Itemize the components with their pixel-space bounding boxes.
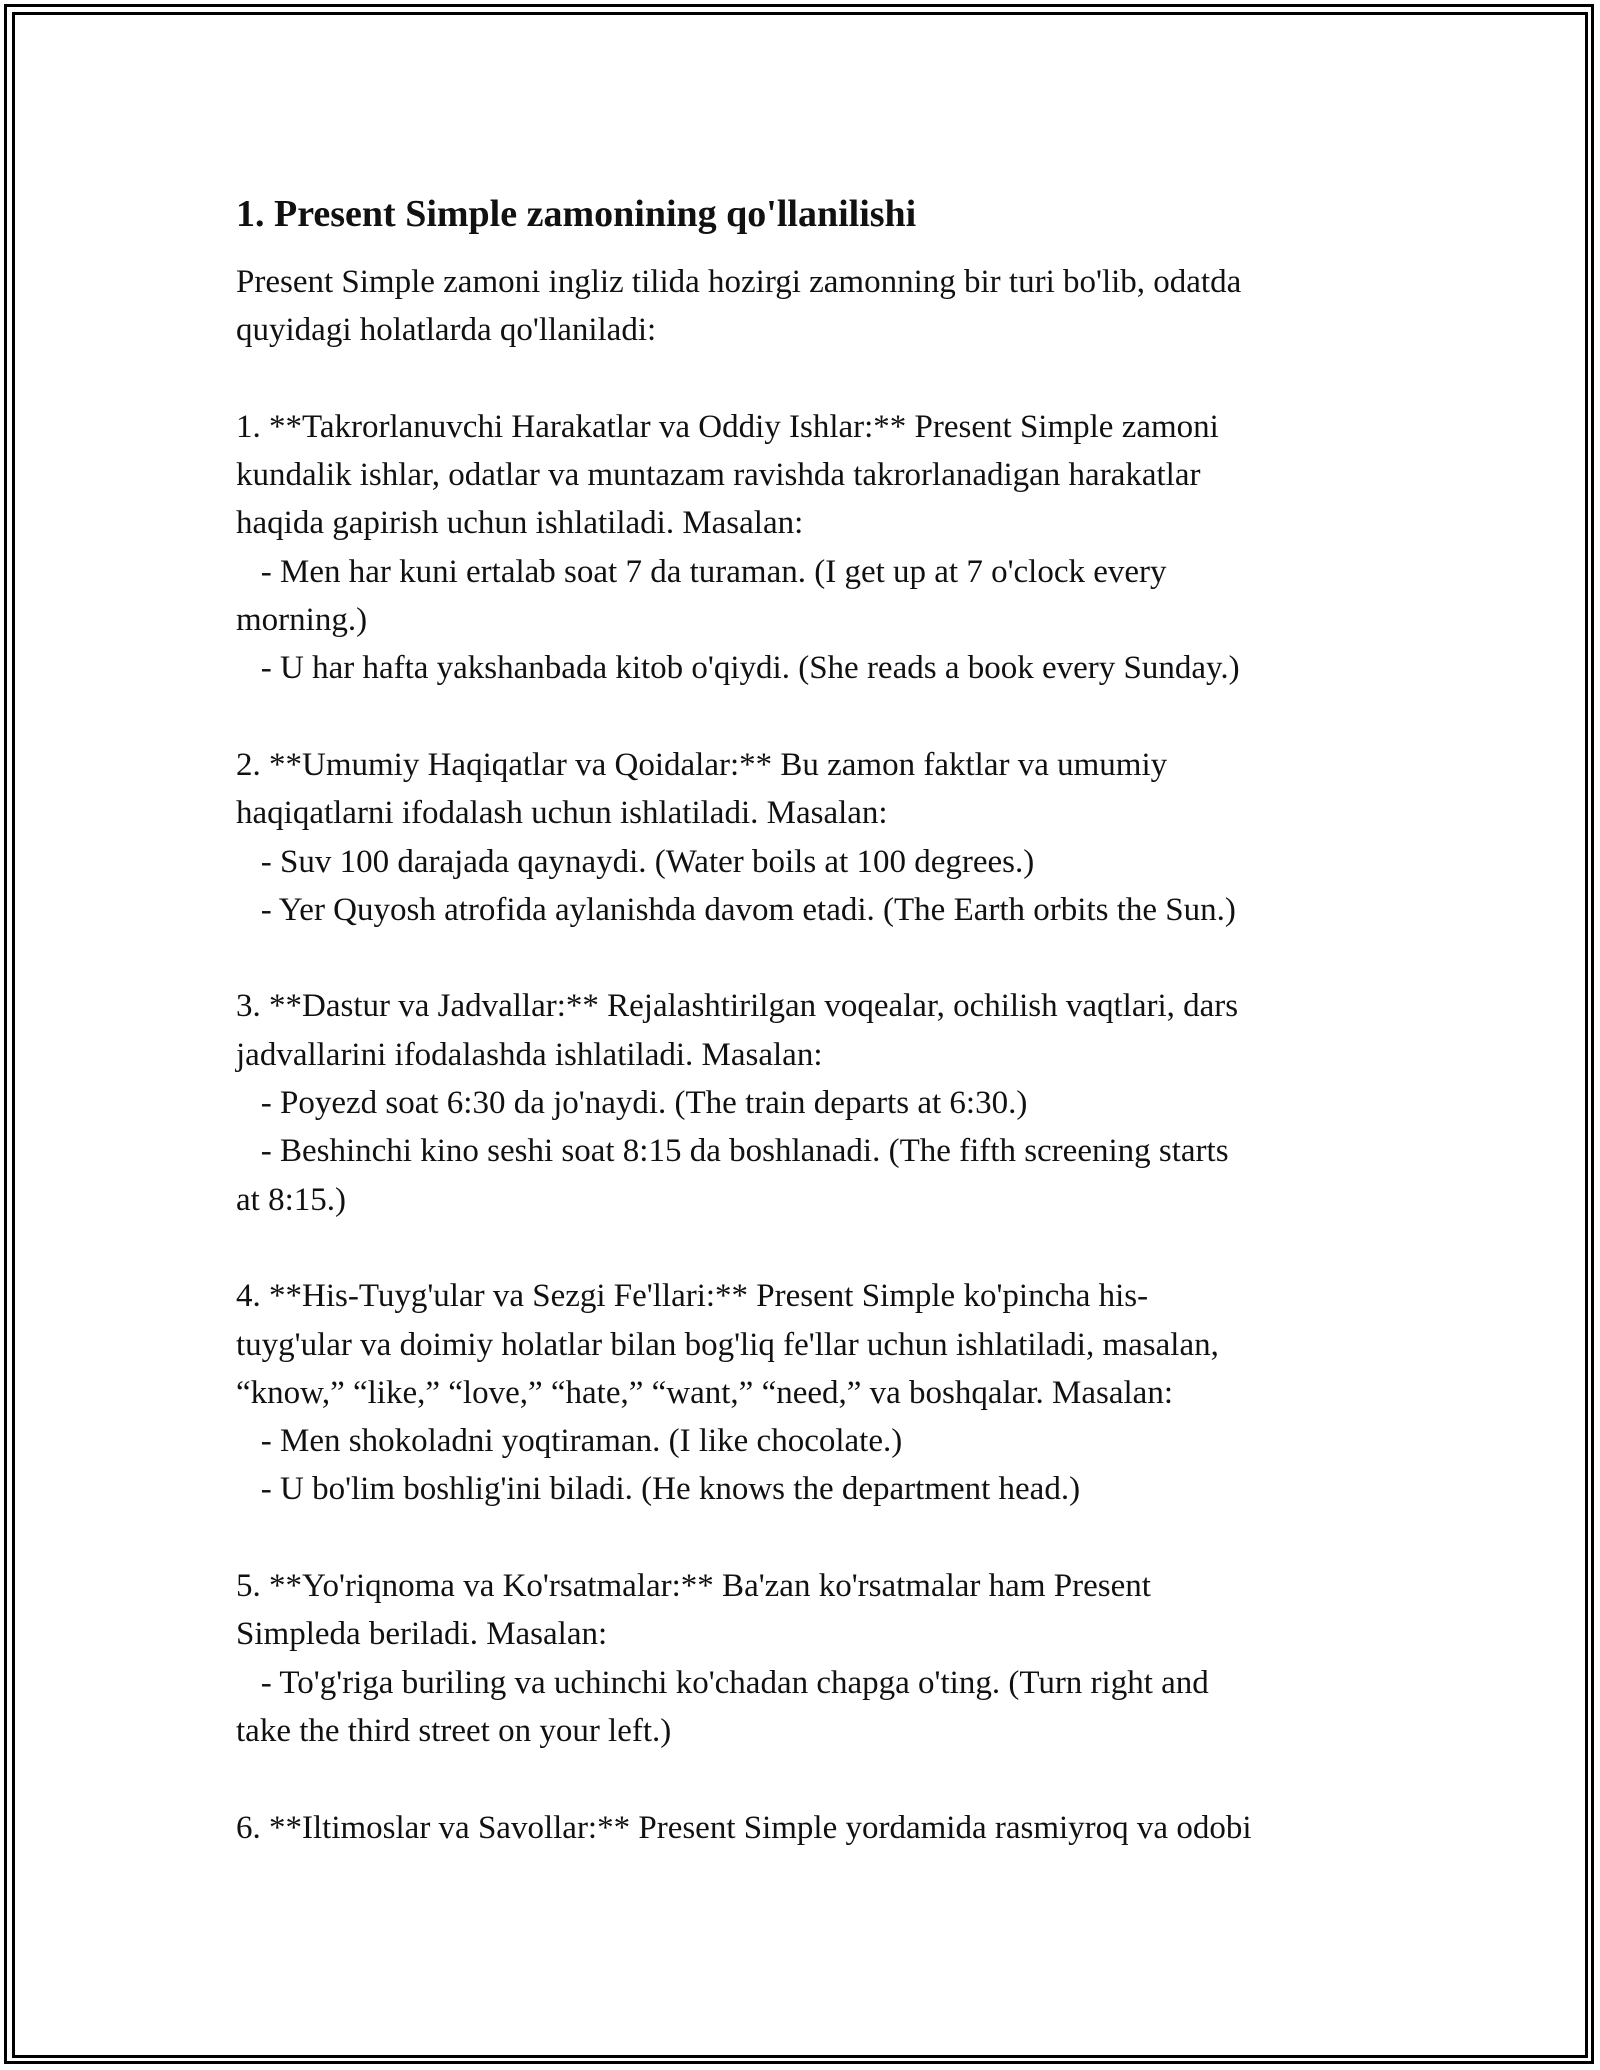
text-line — [236, 934, 1376, 982]
text-line: - Beshinchi kino seshi soat 8:15 da boshlanadi. (The fifth screening starts — [236, 1133, 1229, 1170]
text-line: - Men shokoladni yoqtiraman. (I like chocolate.) — [236, 1423, 903, 1460]
text-line: jadvallarini ifodalashda ishlatiladi. Masalan: — [236, 1036, 823, 1073]
text-line: - Poyezd soat 6:30 da jo'naydi. (The train departs at 6:30.) — [236, 1085, 1028, 1122]
text-line — [236, 1514, 1376, 1562]
text-line: - Yer Quyosh atrofida aylanishda davom etadi. (The Earth orbits the Sun.) — [236, 891, 1236, 928]
text-line: - U bo'lim boshlig'ini biladi. (He knows the department head.) — [236, 1471, 1081, 1508]
text-line: haqiqatlarni ifodalash uchun ishlatiladi. Masalan: — [236, 795, 888, 832]
text-line: 3. **Dastur va Jadvallar:** Rejalashtirilgan voqealar, ochilish vaqtlari, dars — [236, 988, 1239, 1025]
text-line — [236, 693, 1376, 741]
text-line — [236, 1224, 1376, 1272]
text-line: 1. **Takrorlanuvchi Harakatlar va Oddiy Ishlar:** Present Simple zamoni — [236, 408, 1219, 445]
text-line: 4. **His-Tuyg'ular va Sezgi Fe'llari:** Present Simple ko'pincha his- — [236, 1278, 1149, 1315]
text-line: at 8:15.) — [236, 1181, 346, 1218]
text-line — [236, 355, 1376, 403]
text-line: kundalik ishlar, odatlar va muntazam ravishda takrorlanadigan harakatlar — [236, 457, 1201, 494]
text-line: haqida gapirish uchun ishlatiladi. Masalan: — [236, 505, 804, 542]
text-line: - To'g'riga buriling va uchinchi ko'chadan chapga o'ting. (Turn right and — [236, 1664, 1209, 1701]
text-line: quyidagi holatlarda qo'llaniladi: — [236, 312, 657, 349]
text-line: 2. **Umumiy Haqiqatlar va Qoidalar:** Bu zamon faktlar va umumiy — [236, 746, 1168, 783]
text-line: Present Simple zamoni ingliz tilida hozirgi zamonning bir turi bo'lib, odatda — [236, 264, 1242, 300]
text-line: - Men har kuni ertalab soat 7 da turaman. (I get up at 7 o'clock every — [236, 553, 1167, 590]
text-line: Simpleda beriladi. Masalan: — [236, 1616, 608, 1653]
text-line: morning.) — [236, 602, 368, 639]
text-line: - U har hafta yakshanbada kitob o'qiydi. (She reads a book every Sunday.) — [236, 650, 1240, 687]
text-line: - Suv 100 darajada qaynaydi. (Water boils at 100 degrees.) — [236, 843, 1035, 880]
text-line: take the third street on your left.) — [236, 1712, 672, 1749]
document-text — [236, 258, 1376, 1852]
text-line: “know,” “like,” “love,” “hate,” “want,” “need,” va boshqalar. Masalan: — [236, 1374, 1173, 1411]
text-line — [236, 1755, 1376, 1803]
text-line: 6. **Iltimoslar va Savollar:** Present Simple yordamida rasmiyroq va odobi — [236, 1809, 1252, 1846]
document-body — [236, 186, 1376, 1852]
text-line: tuyg'ular va doimiy holatlar bilan bog'liq fe'llar uchun ishlatiladi, masalan, — [236, 1326, 1219, 1363]
text-line: 5. **Yo'riqnoma va Ko'rsatmalar:** Ba'zan ko'rsatmalar ham Present — [236, 1568, 1151, 1605]
document-title: 1. Present Simple zamonining qo'llanilishi — [236, 193, 917, 235]
